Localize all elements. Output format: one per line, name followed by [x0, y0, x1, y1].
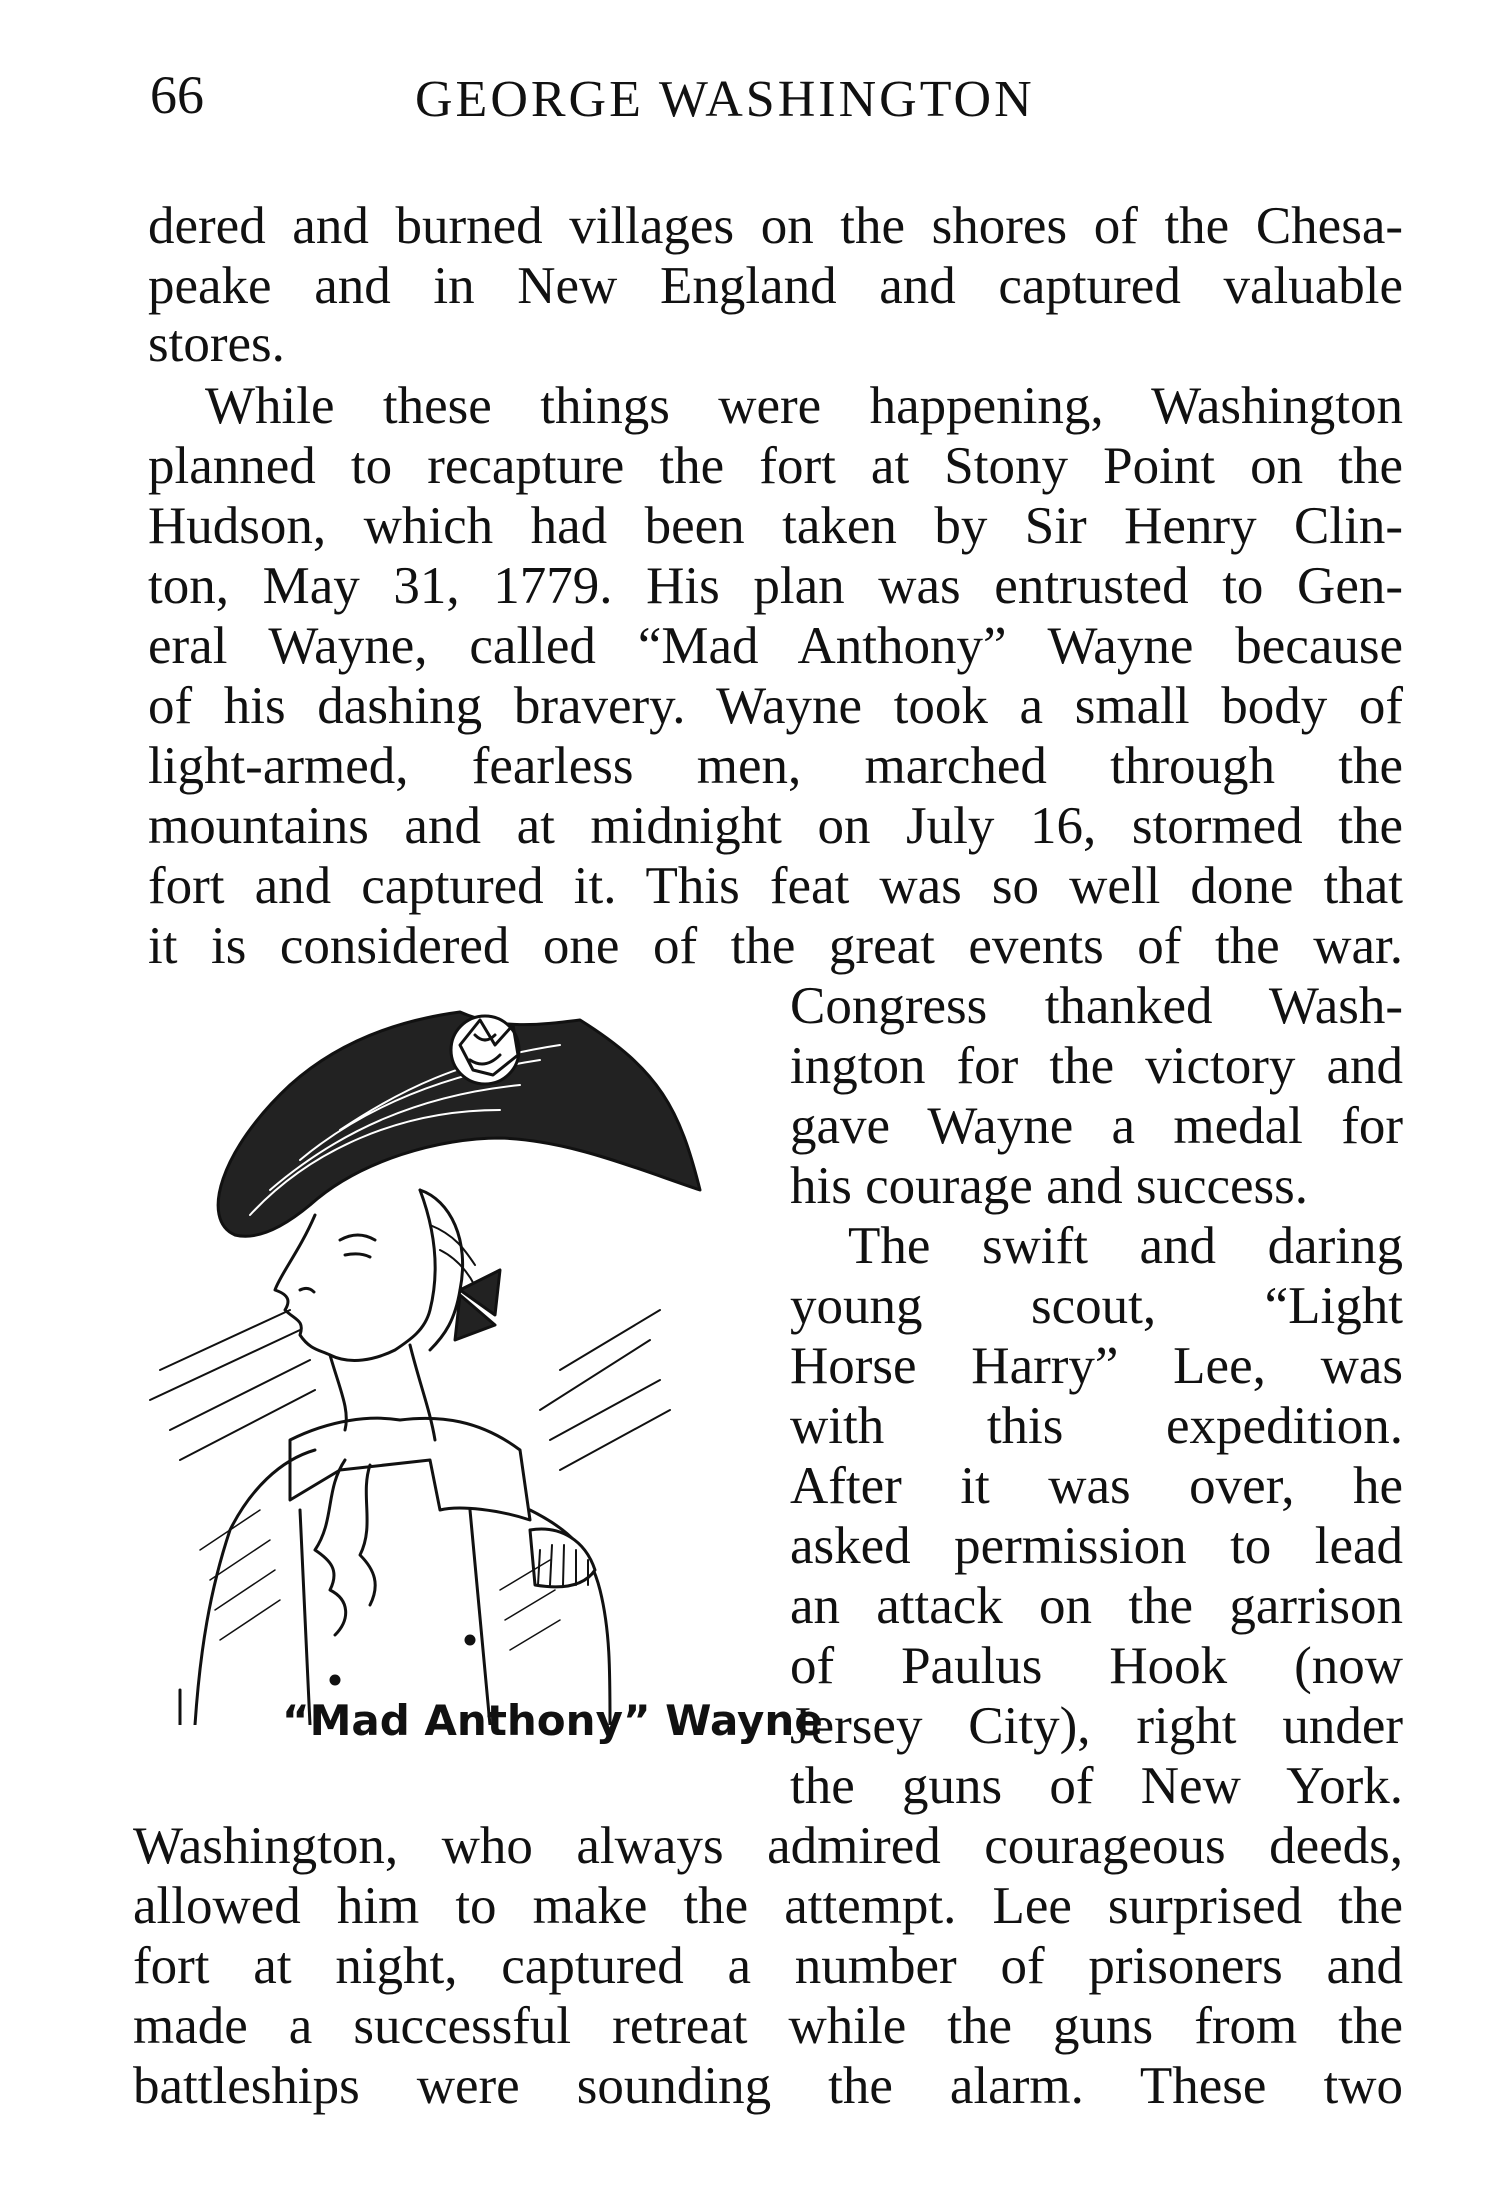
text-line: Washington, who always admired courageous deeds, — [133, 1817, 1403, 1875]
text-line: stores. — [148, 315, 285, 373]
text-line: it is considered one of the great events of the war. — [148, 917, 1403, 975]
text-line: Hudson, which had been taken by Sir Henry Clin- — [148, 497, 1403, 555]
text-line: ington for the victory and — [790, 1037, 1403, 1095]
text-line: battleships were sounding the alarm. These two — [133, 2057, 1403, 2115]
jabot — [315, 1460, 375, 1635]
text-line: young scout, “Light — [790, 1277, 1403, 1335]
text-line: peake and in New England and captured valuable — [148, 257, 1403, 315]
text-line: gave Wayne a medal for — [790, 1097, 1403, 1155]
text-line: fort at night, captured a number of prisoners and — [133, 1937, 1403, 1995]
text-line: eral Wayne, called “Mad Anthony” Wayne because — [148, 617, 1403, 675]
text-line: While these things were happening, Washington — [205, 377, 1403, 435]
page-number: 66 — [150, 65, 204, 125]
text-line: mountains and at midnight on July 16, stormed the — [148, 797, 1403, 855]
text-line: Jersey City), right under — [790, 1697, 1403, 1755]
collar — [290, 1418, 530, 1520]
text-line: fort and captured it. This feat was so well done that — [148, 857, 1403, 915]
text-line: planned to recapture the fort at Stony Point on the — [148, 437, 1403, 495]
running-head: GEORGE WASHINGTON — [415, 71, 1035, 128]
text-line: of Paulus Hook (now — [790, 1637, 1403, 1695]
text-line: After it was over, he — [790, 1457, 1403, 1515]
portrait-illustration — [140, 990, 780, 1725]
text-line: allowed him to make the attempt. Lee surprised the — [133, 1877, 1403, 1935]
text-line: light-armed, fearless men, marched through the — [148, 737, 1403, 795]
text-line: the guns of New York. — [790, 1757, 1403, 1815]
face — [275, 1190, 435, 1360]
text-line: Congress thanked Wash- — [790, 977, 1403, 1035]
text-line: The swift and daring — [848, 1217, 1403, 1275]
text-line: dered and burned villages on the shores of the Chesa- — [148, 197, 1403, 255]
text-line: Horse Harry” Lee, was — [790, 1337, 1403, 1395]
text-line: of his dashing bravery. Wayne took a small body of — [148, 677, 1403, 735]
text-line: made a successful retreat while the guns from the — [133, 1997, 1403, 2055]
illustration-caption: “Mad Anthony” Wayne — [282, 1696, 823, 1745]
text-line: ton, May 31, 1779. His plan was entrusted to Gen- — [148, 557, 1403, 615]
text-line: asked permission to lead — [790, 1517, 1403, 1575]
text-line: with this expedition. — [790, 1397, 1403, 1455]
text-line: his courage and success. — [790, 1157, 1309, 1215]
text-line: an attack on the garrison — [790, 1577, 1403, 1635]
